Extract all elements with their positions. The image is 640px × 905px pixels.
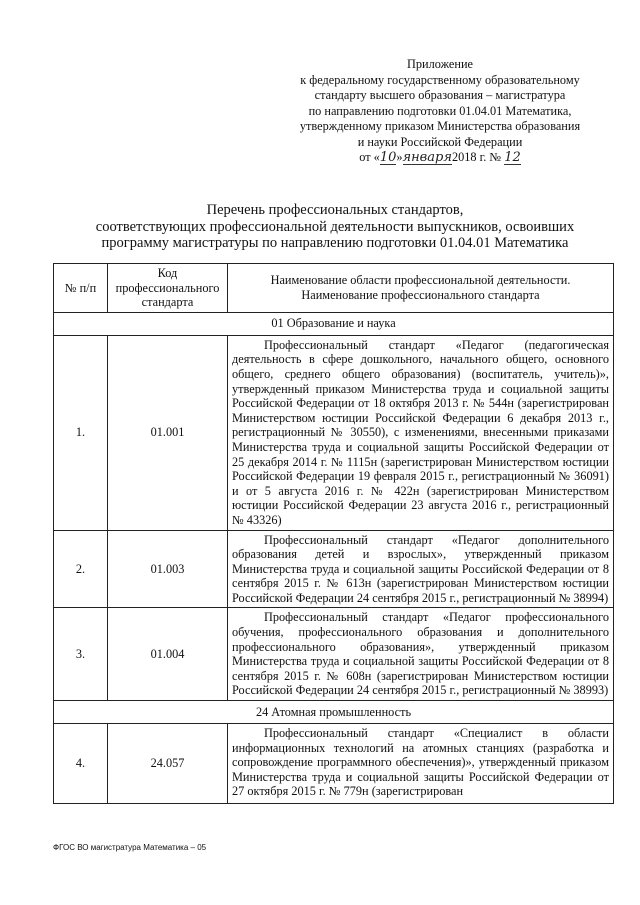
title-line: Перечень профессиональных стандартов, [206,202,464,218]
section-title: 01 Образование и наука [54,312,614,335]
standards-table [53,263,614,804]
header-code: Код профессионального стандарта [108,264,228,313]
handwritten-number: 12 [504,150,521,165]
table-row [54,724,614,804]
table-row [54,530,614,608]
date-quote: » [396,150,403,164]
header-num: № п/п [54,264,108,313]
row-description: Профессиональный стандарт «Педагог дополнительного образования детей и взрослых», утвержденный приказом Министерства труда и социальной защиты Российской Федерации от 8 сентября 2015 г. № 613н (зарегистрирован Министерством юстиции Российской Федерации 24 сентября 2015 г., регистрационный № 38994) [228,530,614,608]
row-code: 01.003 [108,530,228,608]
row-number: 1. [54,335,108,530]
appendix-line: стандарту высшего образования – магистратура [314,88,566,102]
table-row [54,608,614,701]
appendix-line: по направлению подготовки 01.04.01 Математика, [308,103,572,118]
title-line: соответствующих профессиональной деятельности выпускников, освоивших [95,218,575,235]
handwritten-month: января [402,150,452,165]
row-code: 24.057 [108,724,228,804]
appendix-title: Приложение [407,57,473,71]
title-line: программу магистратуры по направлению подготовки 01.04.01 Математика [101,235,569,251]
page-footer: ФГОС ВО магистратура Математика – 05 [53,843,207,852]
header-name-line: Наименование профессионального стандарта [301,287,540,302]
date-year: 2018 г. № [451,150,502,164]
appendix-block [280,57,600,166]
section-row [54,701,614,724]
section-row [54,312,614,335]
date-prefix: от « [359,150,380,164]
appendix-date-line [280,150,600,166]
table-header-row [54,264,614,313]
row-description: Профессиональный стандарт «Педагог (педагогическая деятельность в сфере дошкольного, начального общего, основного общего, среднего общего образования) (воспитатель, учитель)», утвержденный приказом Министерства труда и социальной защиты Российской Федерации от 18 октября 2013 г. № 544н (зарегистрирован Министерством юстиции Российской Федерации 6 декабря 2013 г., регистрационный № 30550), с изменениями, внесенными приказами Министерства труда и социальной защиты Российской Федерации от 25 декабря 2014 г. № 1115н (зарегистрирован Министерством юстиции Российской Федерации 19 февраля 2015 г., регистрационный № 36091) и от 5 августа 2016 г. № 422н (зарегистрирован Министерством юстиции Российской Федерации 23 августа 2016 г., регистрационный № 43326) [228,335,614,530]
appendix-line: утвержденному приказом Министерства образования [299,119,581,133]
section-title: 24 Атомная промышленность [54,701,614,724]
handwritten-day: 10 [379,150,397,165]
header-name-line: Наименование области профессиональной деятельности. [270,273,571,288]
row-number: 2. [54,530,108,608]
header-name [228,264,614,313]
row-description: Профессиональный стандарт «Педагог профессионального обучения, профессионального образования и дополнительного профессионального образования», утвержденный приказом Министерства труда и социальной защиты Российской Федерации от 8 сентября 2015 г. № 608н (зарегистрирован Министерством юстиции Российской Федерации 24 сентября 2015 г., регистрационный № 38993) [228,608,614,701]
row-code: 01.004 [108,608,228,701]
row-description: Профессиональный стандарт «Специалист в области информационных технологий на атомных станциях (разработка и сопровождение программного обеспечения)», утвержденный приказом Министерства труда и социальной защиты Российской Федерации от 27 октября 2015 г. № 779н (зарегистрирован [228,724,614,804]
appendix-line: к федеральному государственному образовательному [300,72,580,87]
table-row [54,335,614,530]
document-title [70,202,600,252]
row-number: 4. [54,724,108,804]
appendix-line: и науки Российской Федерации [357,134,523,149]
row-number: 3. [54,608,108,701]
row-code: 01.001 [108,335,228,530]
